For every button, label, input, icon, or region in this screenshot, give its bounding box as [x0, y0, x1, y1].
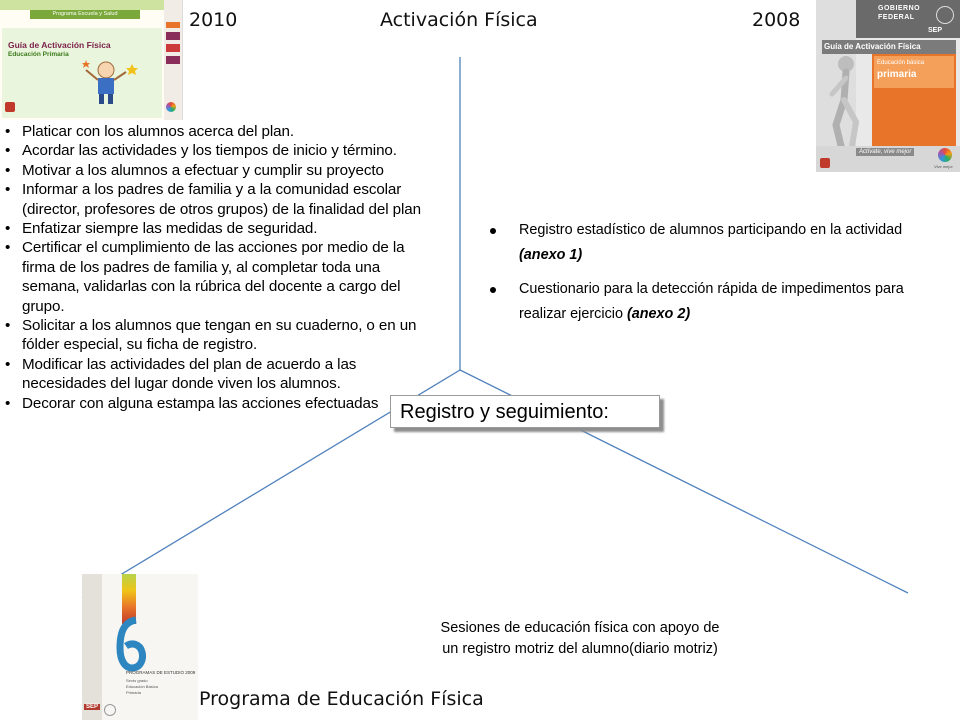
cover-2008-subtitle1: Educación básica: [877, 60, 925, 66]
guide-cover-2008-image: [816, 0, 960, 172]
program-cover-title: PROGRAMAS DE ESTUDIO 2009: [126, 670, 196, 675]
cover-title-line2: Educación Primaria: [8, 51, 69, 58]
list-item: • Certificar el cumplimiento de las acciones por medio de la firma de los padres de familia y, al completar toda una semana, validarlas con la rúbrica del docente a cargo del grupo.: [2, 238, 434, 316]
annex-reference: (anexo 1): [519, 246, 583, 263]
number-six-graphic: [112, 616, 148, 672]
vive-mejor-logo-icon: [938, 148, 952, 162]
right-registry-list: [473, 218, 913, 336]
program-title: Programa de Educación Física: [199, 688, 484, 710]
mexico-seal-icon: [104, 704, 116, 716]
list-item: • Informar a los padres de familia y a la comunidad escolar (director, profesores de otros grupos) de la finalidad del plan: [2, 180, 434, 219]
annex-reference: (anexo 2): [626, 305, 691, 322]
cover-2008-subtitle2: primaria: [877, 69, 917, 80]
sep-label: SEP: [928, 27, 943, 34]
vive-mejor-logo-icon: [166, 102, 176, 112]
list-item: • Platicar con los alumnos acerca del plan.: [2, 122, 434, 141]
list-item: [473, 277, 913, 326]
sep-logo-icon: [820, 158, 830, 168]
child-illustration-icon: [80, 58, 140, 106]
cover-2008-slogan: Actívate, vive mejor: [856, 148, 914, 156]
list-item: • Motivar a los alumnos a efectuar y cumplir su proyecto: [2, 161, 434, 180]
registry-callout-box: Registro y seguimiento:: [390, 395, 660, 428]
program-cover-line3: Primaria: [126, 690, 141, 695]
left-action-list: [2, 122, 434, 413]
list-item: • Decorar con alguna estampa las acciones efectuadas: [2, 394, 434, 413]
cover-title-line1: Guía de Activación Física: [8, 40, 111, 50]
sessions-note: [380, 618, 780, 660]
slide-title: Activación Física: [380, 9, 538, 31]
sessions-note-line1: Sesiones de educación física con apoyo de: [440, 620, 720, 636]
list-item: • Enfatizar siempre las medidas de seguridad.: [2, 219, 434, 238]
mexico-seal-icon: [936, 6, 954, 24]
program-cover-sep: SEP: [86, 704, 99, 710]
list-item: • Modificar las actividades del plan de acuerdo a las necesidades del lugar donde viven los alumnos.: [2, 355, 434, 394]
runner-illustration-icon: [816, 50, 876, 160]
list-item: • Acordar las actividades y los tiempos de inicio y término.: [2, 141, 434, 160]
list-item: • Solicitar a los alumnos que tengan en su cuaderno, o en un fólder especial, su ficha de registro.: [2, 316, 434, 355]
guide-cover-2010-image: [0, 0, 183, 120]
gov-label-line1: GOBIERNO: [878, 5, 921, 12]
program-cover-image: [82, 574, 198, 720]
year-right-label: 2008: [752, 9, 801, 31]
cover-banner-text: Programa Escuela y Salud: [30, 10, 140, 19]
gov-label-line2: FEDERAL: [878, 14, 915, 21]
list-item-text: Cuestionario para la detección rápida de impedimentos para realizar ejercicio: [519, 281, 904, 322]
list-item: [473, 218, 913, 267]
sep-logo-icon: [5, 102, 15, 112]
cover-2008-brand: Vive mejor: [934, 164, 953, 169]
year-left-label: 2010: [189, 9, 238, 31]
list-item-text: Registro estadístico de alumnos participando en la actividad: [519, 222, 903, 238]
program-cover-line2: Educación Básica: [126, 684, 158, 689]
cover-2008-title: Guía de Activación Física: [824, 42, 921, 51]
sessions-note-line2: un registro motriz del alumno(diario motriz): [442, 641, 718, 657]
program-cover-line1: Sexto grado: [126, 678, 148, 683]
